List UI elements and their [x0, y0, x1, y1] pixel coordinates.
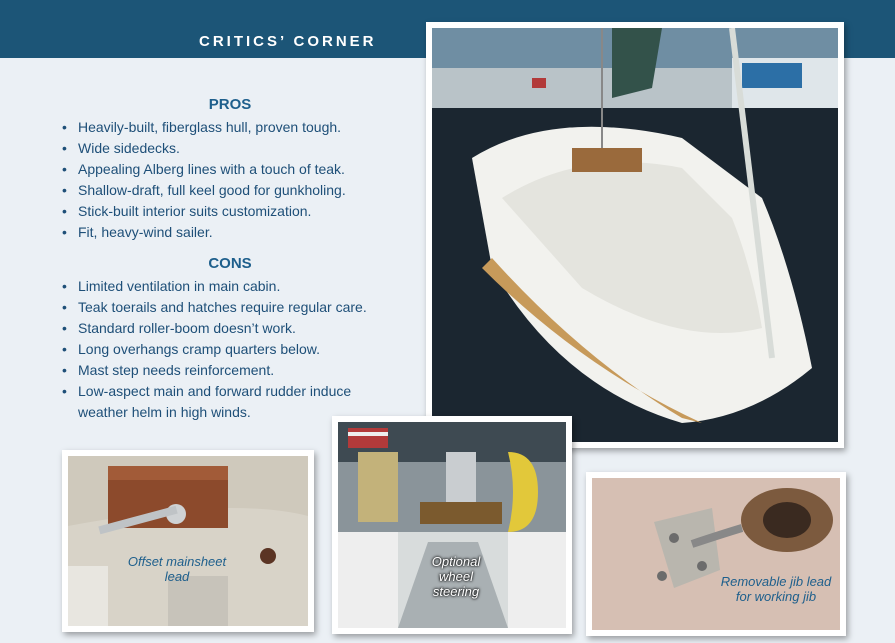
- wheel-steering-photo: [332, 416, 572, 634]
- mainsheet-photo: [62, 450, 314, 632]
- bullet-icon: •: [62, 140, 67, 156]
- pros-item: • Wide sidedecks.: [60, 138, 420, 159]
- pros-heading: PROS: [208, 96, 252, 113]
- cons-item: • Low-aspect main and forward rudder induce weather helm in high winds.: [62, 383, 352, 420]
- bullet-icon: •: [62, 119, 67, 135]
- mainsheet-image: [68, 456, 308, 626]
- jib-lead-image: [592, 478, 840, 630]
- pros-cons-lists: [60, 96, 420, 435]
- pros-item: • Appealing Alberg lines with a touch of teak.: [60, 159, 420, 180]
- page-title: CRITICS’ CORNER: [199, 33, 377, 50]
- sailboat-photo: [426, 22, 844, 448]
- pros-list: [60, 117, 420, 243]
- bullet-icon: •: [62, 341, 67, 357]
- bullet-icon: •: [62, 182, 67, 198]
- bullet-icon: •: [62, 320, 67, 336]
- bullet-icon: •: [62, 362, 67, 378]
- pros-item: • Fit, heavy-wind sailer.: [60, 222, 420, 243]
- sailboat-image: [432, 28, 838, 442]
- cons-item: • Mast step needs reinforcement.: [60, 360, 420, 381]
- cons-list: [60, 276, 420, 423]
- mainsheet-caption: Offset mainsheet lead: [127, 554, 227, 584]
- bullet-icon: •: [62, 278, 67, 294]
- jib-lead-caption: Removable jib lead for working jib: [720, 574, 832, 604]
- bullet-icon: •: [62, 224, 67, 240]
- pros-item: • Heavily-built, fiberglass hull, proven tough.: [60, 117, 420, 138]
- bullet-icon: •: [62, 299, 67, 315]
- cons-item: • Standard roller-boom doesn’t work.: [60, 318, 420, 339]
- pros-item: • Stick-built interior suits customization.: [60, 201, 420, 222]
- cons-item: • Long overhangs cramp quarters below.: [60, 339, 420, 360]
- bullet-icon: •: [62, 383, 67, 399]
- bullet-icon: •: [62, 161, 67, 177]
- wheel-steering-caption: Optional wheel steering: [431, 554, 481, 599]
- jib-lead-photo: [586, 472, 846, 636]
- cons-heading: CONS: [208, 255, 252, 272]
- cons-item: • Limited ventilation in main cabin.: [60, 276, 420, 297]
- pros-item: • Shallow-draft, full keel good for gunkholing.: [60, 180, 420, 201]
- bullet-icon: •: [62, 203, 67, 219]
- cons-item: • Teak toerails and hatches require regular care.: [60, 297, 420, 318]
